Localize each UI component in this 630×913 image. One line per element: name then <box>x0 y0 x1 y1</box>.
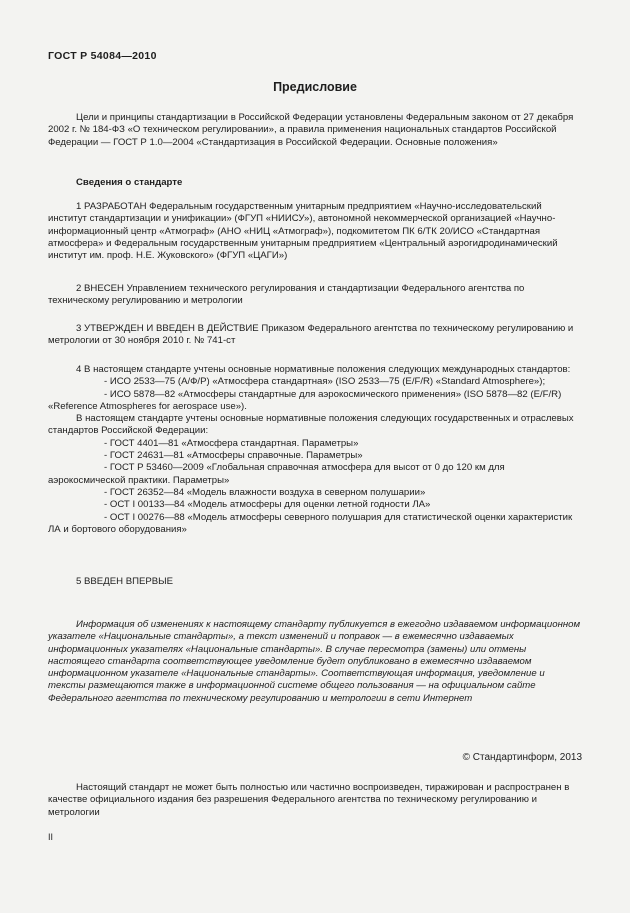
item-4-nat-1: - ГОСТ 4401—81 «Атмосфера стандартная. Параметры» <box>104 437 359 449</box>
item-4-nat-5: - ОСТ I 00133—84 «Модель атмосферы для оценки летной годности ЛА» <box>104 499 431 511</box>
item-4-intl-2: - ИСО 5878—82 «Атмосферы стандартные для аэрокосмического применения» (ISO 5878—82 (E/F/R) «Reference Atmospheres for aerospace use»). <box>48 388 562 412</box>
notice-text: Информация об изменениях к настоящему стандарту публикуется в ежегодно издаваемом информационном указателе «Национальные стандарты», а текст изменений и поправок — в ежемесячно издаваемых информационных указателях «Национальные стандарты». В случае пересмотра (замены) или отмены настоящего стандарта соответствующее уведомление будет опубликовано в ежемесячно издаваемом информационном указателе «Национальные стандарты». Соответствующая информация, уведомление и тексты размещаются также в информационной системе общего пользования — на официальном сайте Федерального агентства по техническому регулированию и метрологии в сети Интернет <box>48 619 581 704</box>
item-4-intl-1: - ИСО 2533—75 (А/Ф/Р) «Атмосфера стандартная» (ISO 2533—75 (E/F/R) «Standard Atmosphere»); <box>104 376 546 388</box>
item-2 <box>48 283 582 308</box>
page-title-text: Предисловие <box>273 80 357 94</box>
page-number: II <box>48 832 54 842</box>
page-title <box>0 80 630 94</box>
reproduction-text: Настоящий стандарт не может быть полностью или частично воспроизведен, тиражирован и распространен в качестве официального издания без разрешения Федерального агентства по техническому регулированию и метрологии <box>48 782 570 818</box>
notice-block <box>48 619 582 705</box>
item-5-text: 5 ВВЕДЕН ВПЕРВЫЕ <box>76 576 174 587</box>
item-4-nat-2: - ГОСТ 24631—81 «Атмосферы справочные. Параметры» <box>104 450 363 462</box>
reproduction-notice <box>48 782 582 819</box>
item-3 <box>48 323 582 348</box>
intro-paragraph <box>48 112 582 149</box>
item-4-nat-3: - ГОСТ Р 53460—2009 «Глобальная справочная атмосфера для высот от 0 до 120 км для аэрокосмической практики. Параметры» <box>48 462 505 486</box>
item-5 <box>48 576 582 588</box>
item-4-national-lead: В настоящем стандарте учтены основные нормативные положения следующих государственных и отраслевых стандартов Российской Федерации: <box>48 413 574 437</box>
item-4-nat-6: - ОСТ I 00276—88 «Модель атмосферы северного полушария для статистической оценки характеристик ЛА и бортового оборудования» <box>48 511 573 535</box>
info-heading: Сведения о стандарте <box>76 177 183 188</box>
item-4-nat-4: - ГОСТ 26352—84 «Модель влажности воздуха в северном полушарии» <box>104 486 426 498</box>
info-heading-block <box>48 177 582 189</box>
item-1 <box>48 201 582 262</box>
copyright: © Стандартинформ, 2013 <box>462 752 582 763</box>
item-3-text: 3 УТВЕРЖДЕН И ВВЕДЕН В ДЕЙСТВИЕ Приказом Федерального агентства по техническому регулированию и метрологии от 30 ноября 2010 г. № 741-ст <box>48 323 574 347</box>
item-4-lead: 4 В настоящем стандарте учтены основные нормативные положения следующих международных стандартов: <box>76 364 571 375</box>
document-id: ГОСТ Р 54084—2010 <box>48 50 157 62</box>
item-1-text: 1 РАЗРАБОТАН Федеральным государственным унитарным предприятием «Научно-исследовательский институт стандартизации и унификации» (ФГУП «НИИСУ»), автономной некоммерческой организацией «Научно-информационный центр «Атмограф» (АНО «НИЦ «Атмограф»), подкомитетом ПК 6/ТК 20/ИСО «Стандартная атмосфера» и Федеральным государственным унитарным предприятием «Центральный аэрогидродинамический институт им. проф. Н.Е. Жуковского» (ФГУП «ЦАГИ») <box>48 201 558 262</box>
item-2-text: 2 ВНЕСЕН Управлением технического регулирования и стандартизации Федерального агентства по техническому регулированию и метрологии <box>48 283 525 307</box>
intro-text: Цели и принципы стандартизации в Российской Федерации установлены Федеральным законом от 27 декабря 2002 г. № 184-ФЗ «О техническом регулировании», а правила применения национальных стандартов Российской Федерации — ГОСТ Р 1.0—2004 «Стандартизация в Российской Федерации. Основные положения» <box>48 112 574 148</box>
item-4 <box>48 364 582 536</box>
